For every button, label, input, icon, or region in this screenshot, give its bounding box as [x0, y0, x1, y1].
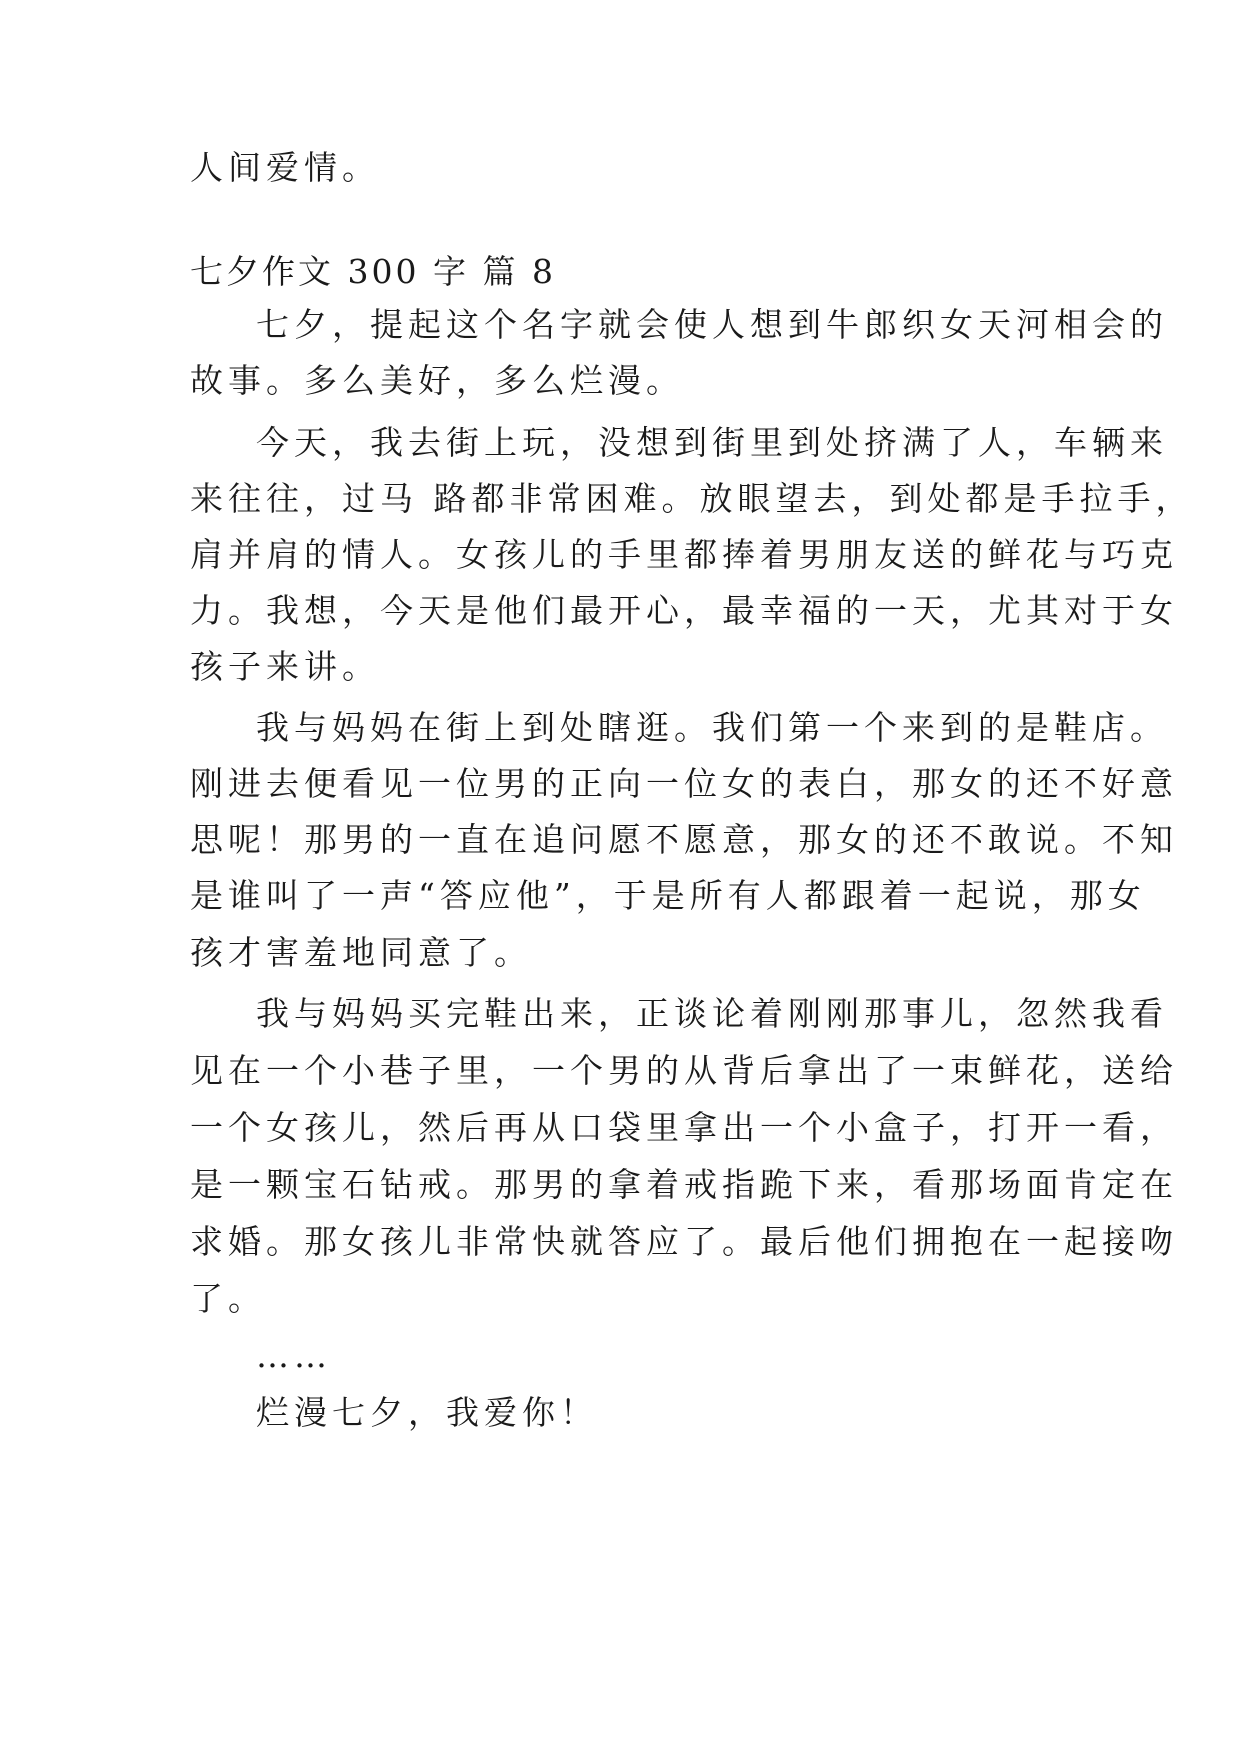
paragraph-line: 孩子来讲。: [190, 647, 380, 686]
paragraph-line: 孩才害羞地同意了。: [190, 933, 532, 972]
section-heading: 七夕作文 300 字 篇 8: [190, 252, 556, 291]
paragraph-line: 是谁叫了一声“答应他”，于是所有人都跟着一起说，那女: [190, 876, 1146, 915]
paragraph-line: 七夕，提起这个名字就会使人想到牛郎织女天河相会的: [256, 305, 1168, 344]
paragraph-line: 思呢！那男的一直在追问愿不愿意，那女的还不敢说。不知: [190, 820, 1178, 859]
paragraph-line: 求婚。那女孩儿非常快就答应了。最后他们拥抱在一起接吻: [190, 1222, 1178, 1261]
paragraph-line: 了。: [190, 1279, 266, 1318]
paragraph-line: 是一颗宝石钻戒。那男的拿着戒指跪下来，看那场面肯定在: [190, 1165, 1178, 1204]
paragraph-line: 一个女孩儿，然后再从口袋里拿出一个小盒子，打开一看，: [190, 1108, 1178, 1147]
paragraph-line: 来往往，过马 路都非常困难。放眼望去，到处都是手拉手，: [190, 479, 1194, 518]
ellipsis-line: ……: [256, 1336, 332, 1375]
paragraph-line: 见在一个小巷子里，一个男的从背后拿出了一束鲜花，送给: [190, 1051, 1178, 1090]
paragraph-line: 今天，我去街上玩，没想到街里到处挤满了人，车辆来: [256, 423, 1168, 462]
paragraph-line: 力。我想，今天是他们最开心，最幸福的一天，尤其对于女: [190, 591, 1178, 630]
paragraph-line: 故事。多么美好，多么烂漫。: [190, 361, 684, 400]
paragraph-line: 我与妈妈买完鞋出来，正谈论着刚刚那事儿，忽然我看: [256, 994, 1168, 1033]
paragraph-line: 我与妈妈在街上到处瞎逛。我们第一个来到的是鞋店。: [256, 708, 1168, 747]
closing-line: 烂漫七夕，我爱你！: [256, 1393, 598, 1432]
carryover-line: 人间爱情。: [190, 148, 380, 187]
paragraph-line: 肩并肩的情人。女孩儿的手里都捧着男朋友送的鲜花与巧克: [190, 535, 1178, 574]
paragraph-line: 刚进去便看见一位男的正向一位女的表白，那女的还不好意: [190, 764, 1178, 803]
